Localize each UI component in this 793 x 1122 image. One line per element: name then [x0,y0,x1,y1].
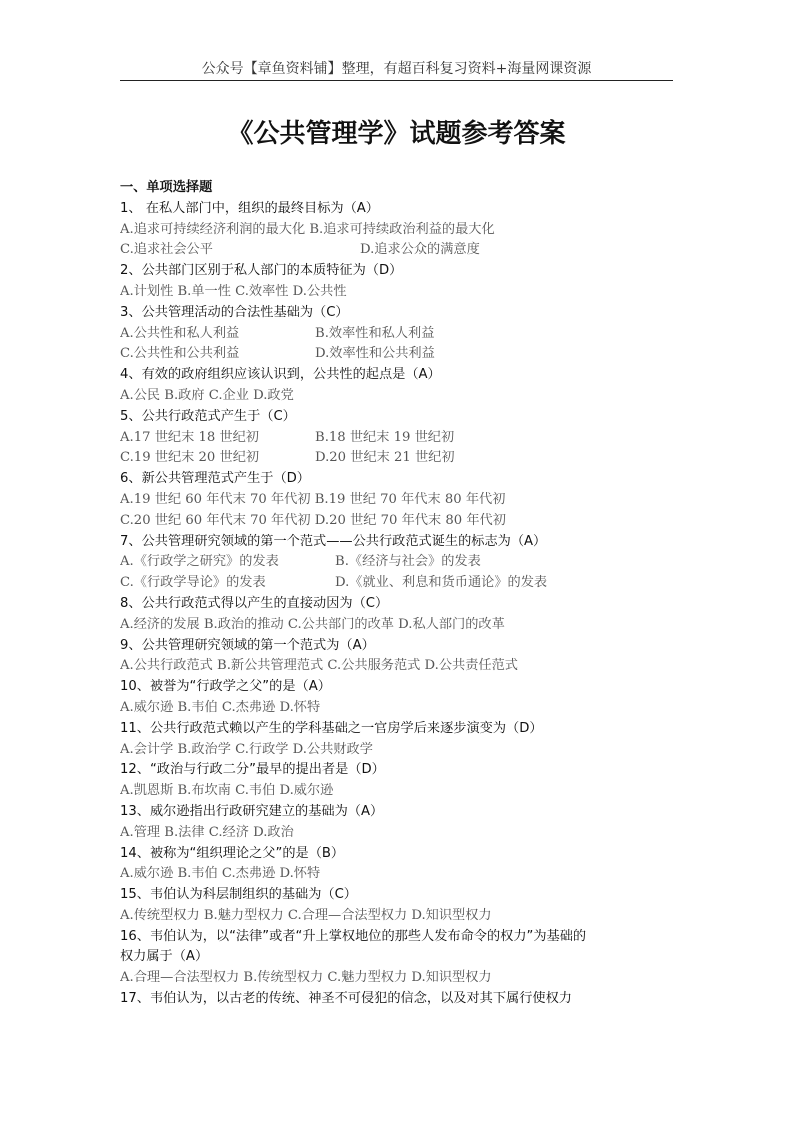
option-right: D.追求公众的满意度 [360,242,480,258]
question-list [120,178,680,1010]
question-line: 5、公共行政范式产生于（C） [120,408,296,424]
question-line: 15、韦伯认为科层制组织的基础为（C） [120,887,357,903]
option-line: A.公民 B.政府 C.企业 D.政党 [120,387,294,403]
option-left: C.追求社会公平 [120,242,213,258]
question-line: 8、公共行政范式得以产生的直接动因为（C） [120,595,389,611]
option-line: C.20 世纪 60 年代末 70 年代初 D.20 世纪 70 年代末 80 年代初 [120,512,506,528]
option-line [120,240,680,261]
option-left: C.公共性和公共利益 [120,346,240,362]
option-line: A.计划性 B.单一性 C.效率性 D.公共性 [120,283,347,299]
question-line: 6、新公共管理范式产生于（D） [120,471,310,487]
option-left: A.17 世纪末 18 世纪初 [120,429,259,445]
option-line: A.合理—合法型权力 B.传统型权力 C.魅力型权力 D.知识型权力 [120,970,492,986]
page-header: 公众号【章鱼资料铺】整理，有超百科复习资料+海量网课资源 [201,61,592,77]
option-line [120,344,680,365]
option-line: A.追求可持续经济利润的最大化 B.追求可持续政治利益的最大化 [120,221,495,237]
question-line: 7、公共管理研究领域的第一个范式——公共行政范式诞生的标志为（A） [120,533,547,549]
question-line: 权力属于（A） [120,949,209,965]
question-line: 2、公共部门区别于私人部门的本质特征为（D） [120,263,403,279]
option-line: A.经济的发展 B.政治的推动 C.公共部门的改革 D.私人部门的改革 [120,616,505,632]
option-line [120,428,680,449]
section-heading: 一、单项选择题 [120,180,213,195]
question-line: 10、被誉为“行政学之父”的是（A） [120,679,331,695]
question-line: 4、有效的政府组织应该认识到，公共性的起点是（A） [120,367,441,383]
option-line: A.会计学 B.政治学 C.行政学 D.公共财政学 [120,741,373,757]
header-divider [120,80,673,81]
option-line: A.威尔逊 B.韦伯 C.杰弗逊 D.怀特 [120,699,321,715]
question-line: 9、公共管理研究领域的第一个范式为（A） [120,637,375,653]
question-line: 16、韦伯认为，以“法律”或者“升上掌权地位的那些人发布命令的权力”为基础的 [120,928,587,944]
option-left: C.19 世纪末 20 世纪初 [120,450,260,466]
option-left: A.公共性和私人利益 [120,325,240,341]
option-right: B.《经济与社会》的发表 [335,554,481,570]
question-line: 1、 在私人部门中，组织的最终目标为（A） [120,200,379,216]
option-line: A.凯恩斯 B.布坎南 C.韦伯 D.威尔逊 [120,783,334,799]
question-line: 12、“政治与行政二分”最早的提出者是（D） [120,762,385,778]
option-right: B.18 世纪末 19 世纪初 [315,429,455,445]
question-line: 14、被称为“组织理论之父”的是（B） [120,845,345,861]
question-line: 17、韦伯认为，以古老的传统、神圣不可侵犯的信念，以及对其下属行使权力 [120,991,572,1007]
option-line: A.管理 B.法律 C.经济 D.政治 [120,824,294,840]
option-line [120,448,680,469]
option-line: A.威尔逊 B.韦伯 C.杰弗逊 D.怀特 [120,866,321,882]
option-line [120,324,680,345]
question-line: 3、公共管理活动的合法性基础为（C） [120,304,349,320]
option-right: D.20 世纪末 21 世纪初 [315,450,455,466]
option-line: A.公共行政范式 B.新公共管理范式 C.公共服务范式 D.公共责任范式 [120,658,518,674]
option-right: B.效率性和私人利益 [315,325,435,341]
option-line [120,573,680,594]
option-left: A.《行政学之研究》的发表 [120,554,279,570]
question-line: 11、公共行政范式赖以产生的学科基础之一官房学后来逐步演变为（D） [120,720,543,736]
option-line: A.19 世纪 60 年代末 70 年代初 B.19 世纪 70 年代末 80 年代初 [120,491,506,507]
option-right: D.效率性和公共利益 [315,346,435,362]
question-line: 13、威尔逊指出行政研究建立的基础为（A） [120,803,384,819]
option-line: A.传统型权力 B.魅力型权力 C.合理—合法型权力 D.知识型权力 [120,907,492,923]
option-line [120,552,680,573]
document-title: 《公共管理学》试题参考答案 [227,119,566,149]
option-left: C.《行政学导论》的发表 [120,575,266,591]
option-right: D.《就业、利息和货币通论》的发表 [335,575,548,591]
